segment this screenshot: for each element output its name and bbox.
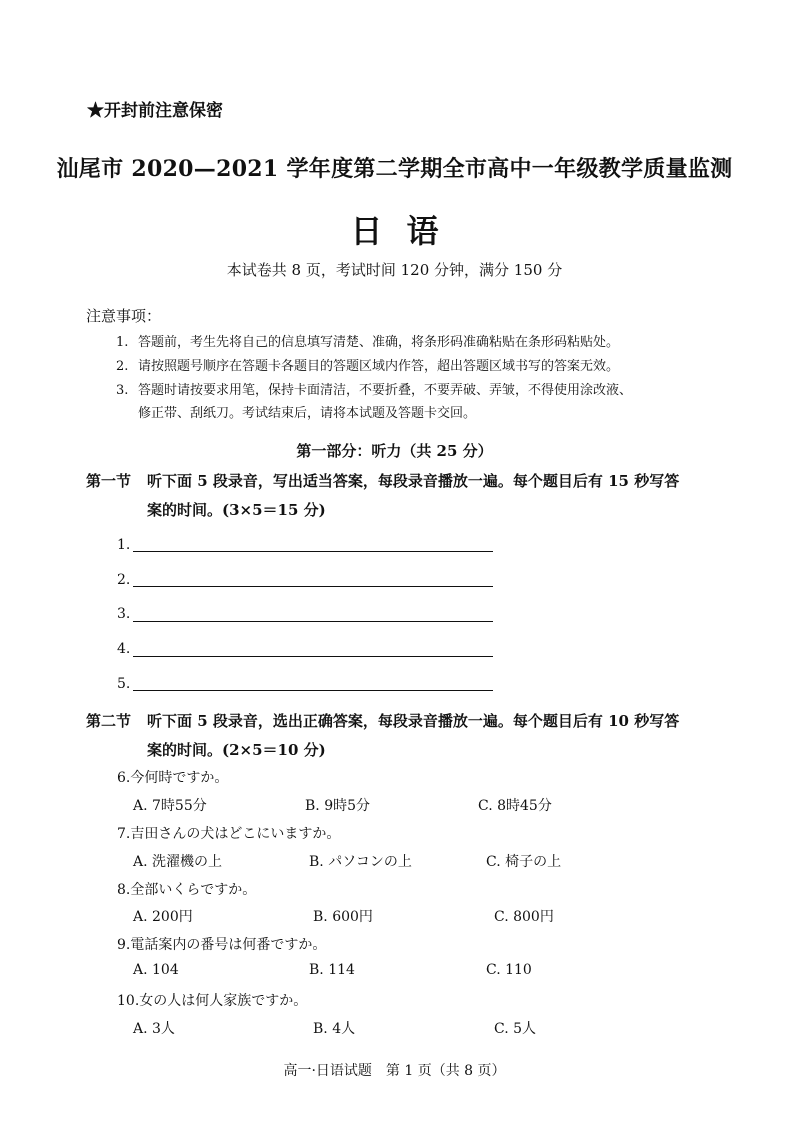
question-10: 10.女の人は何人家族ですか。 — [117, 993, 308, 1009]
notice-number: 1. — [116, 335, 129, 350]
answer-blank-line[interactable] — [133, 690, 493, 691]
notice-item — [116, 402, 476, 421]
option-b[interactable]: B. 4人 — [313, 1021, 356, 1037]
exam-info: 本试卷共 8 页，考试时间 120 分钟，满分 150 分 — [226, 261, 563, 279]
question-9: 9.電話案内の番号は何番ですか。 — [117, 937, 327, 953]
option-a[interactable]: A. 7時55分 — [133, 798, 207, 814]
answer-blank-line[interactable] — [133, 621, 493, 622]
notice-item — [116, 355, 619, 374]
notice-text: 修正带、刮纸刀。考试结束后，请将本试题及答题卡交回。 — [138, 406, 477, 421]
exam-title: 汕尾市 2020—2021 学年度第二学期全市高中一年级教学质量监测 — [56, 156, 733, 182]
answer-blank-line[interactable] — [133, 551, 493, 552]
section2-label: 第二节 — [86, 712, 132, 730]
option-b[interactable]: B. 114 — [309, 962, 355, 978]
answer-blank-label: 5. — [117, 676, 131, 692]
option-c[interactable]: C. 8時45分 — [478, 798, 552, 814]
option-a[interactable]: A. 104 — [133, 962, 179, 978]
section2-instruction: 听下面 5 段录音，选出正确答案，每段录音播放一遍。每个题目后有 10 秒写答 — [147, 712, 680, 730]
answer-blank-label: 3. — [117, 606, 131, 622]
option-b[interactable]: B. 9時5分 — [305, 798, 371, 814]
option-c[interactable]: C. 椅子の上 — [486, 854, 562, 870]
option-b[interactable]: B. 600円 — [313, 909, 373, 925]
question-8: 8.全部いくらですか。 — [117, 882, 257, 898]
option-c[interactable]: C. 5人 — [494, 1021, 537, 1037]
notice-number: 3. — [116, 383, 129, 398]
section1-instruction-cont: 案的时间。(3×5＝15 分) — [147, 501, 326, 519]
section2-instruction-cont: 案的时间。(2×5＝10 分) — [147, 741, 326, 759]
answer-blank-label: 2. — [117, 572, 131, 588]
confidential-note: ★开封前注意保密 — [87, 101, 223, 121]
question-6: 6.今何時ですか。 — [117, 770, 229, 786]
notice-number: 2. — [116, 359, 129, 374]
notice-heading: 注意事项： — [86, 307, 162, 325]
option-c[interactable]: C. 800円 — [494, 909, 554, 925]
notice-item — [116, 379, 632, 398]
answer-blank-line[interactable] — [133, 586, 493, 587]
notice-text: 答题前，考生先将自己的信息填写清楚、准确，将条形码准确粘贴在条形码粘贴处。 — [138, 335, 620, 350]
answer-blank-line[interactable] — [133, 656, 493, 657]
part1-heading: 第一部分：听力（共 25 分） — [296, 442, 493, 460]
option-a[interactable]: A. 洗濯機の上 — [133, 854, 223, 870]
notice-item — [116, 331, 619, 350]
page-footer: 高一·日语试题 第 1 页（共 8 页） — [283, 1063, 506, 1079]
notice-text: 请按照题号顺序在答题卡各题目的答题区域内作答，超出答题区域书写的答案无效。 — [138, 359, 620, 374]
section1-instruction: 听下面 5 段录音，写出适当答案，每段录音播放一遍。每个题目后有 15 秒写答 — [147, 472, 680, 490]
section1-label: 第一节 — [86, 472, 132, 490]
option-c[interactable]: C. 110 — [486, 962, 532, 978]
notice-text: 答题时请按要求用笔，保持卡面清洁，不要折叠，不要弄破、弄皱，不得使用涂改液、 — [138, 383, 633, 398]
answer-blank-label: 1. — [117, 537, 131, 553]
answer-blank-label: 4. — [117, 641, 131, 657]
subject-title: 日语 — [350, 212, 463, 250]
option-a[interactable]: A. 3人 — [133, 1021, 175, 1037]
option-a[interactable]: A. 200円 — [133, 909, 193, 925]
option-b[interactable]: B. パソコンの上 — [309, 854, 412, 870]
question-7: 7.吉田さんの犬はどこにいますか。 — [117, 826, 341, 842]
